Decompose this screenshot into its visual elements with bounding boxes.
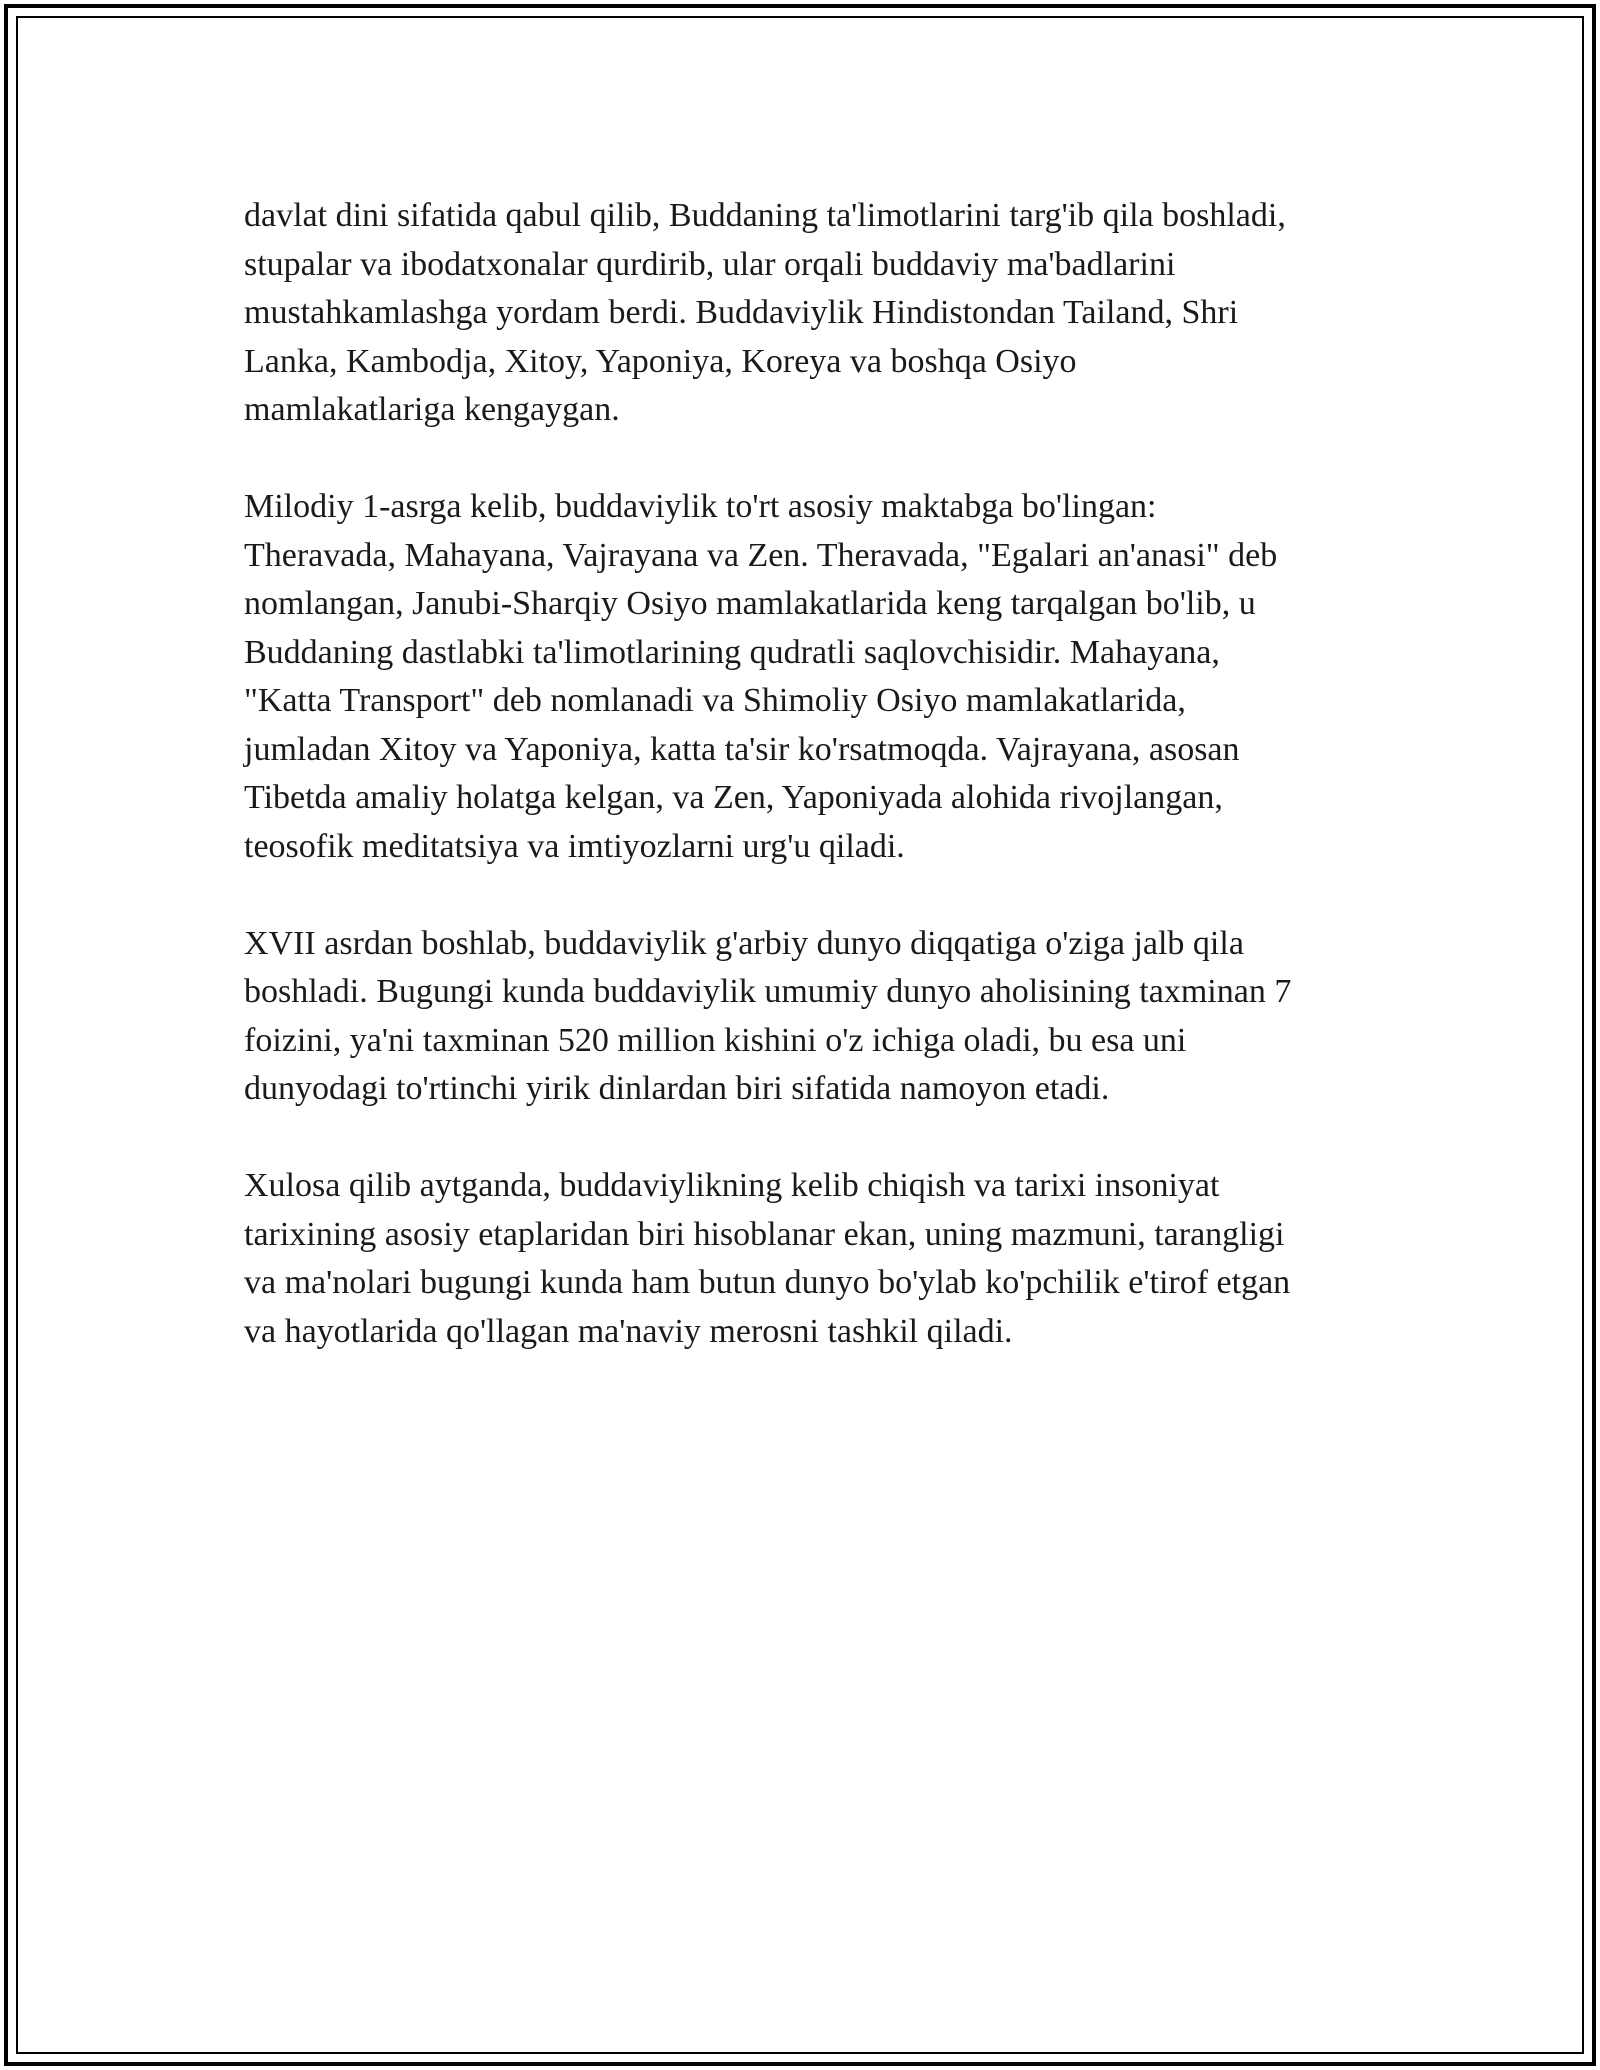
paragraph-1: davlat dini sifatida qabul qilib, Buddaning ta'limotlarini targ'ib qila boshladi, stupalar va ibodatxonalar qurdirib, ular orqali buddaviy ma'badlarini mustahkamlashga yordam berdi. Buddaviylik Hindistondan Tailand, Shri Lanka, Kambodja, Xitoy, Yaponiya, Koreya va boshqa Osiyo mamlakatlariga kengaygan. — [244, 197, 1286, 428]
paragraph-2: Milodiy 1-asrga kelib, buddaviylik to'rt asosiy maktabga bo'lingan: Theravada, Mahayana, Vajrayana va Zen. Theravada, "Egalari an'anasi" deb nomlangan, Janubi-Sharqiy Osiyo mamlakatlarida keng tarqalgan bo'lib, u Buddaning dastlabki ta'limotlarining qudratli saqlovchisidir. Mahayana, "Katta Transport" deb nomlanadi va Shimoliy Osiyo mamlakatlarida, jumladan Xitoy va Yaponiya, katta ta'sir ko'rsatmoqda. Vajrayana, asosan Tibetda amaliy holatga kelgan, va Zen, Yaponiyada alohida rivojlangan, teosofik meditatsiya va imtiyozlarni urg'u qiladi. — [244, 488, 1278, 865]
paragraph-3: XVII asrdan boshlab, buddaviylik g'arbiy dunyo diqqatiga o'ziga jalb qila boshladi. Bugungi kunda buddaviylik umumiy dunyo aholisining taxminan 7 foizini, ya'ni taxminan 520 million kishini o'z ichiga oladi, bu esa uni dunyodagi to'rtinchi yirik dinlardan biri sifatida namoyon etadi. — [244, 924, 1292, 1107]
page-frame — [4, 4, 1596, 2066]
paragraph-4: Xulosa qilib aytganda, buddaviylikning kelib chiqish va tarixi insoniyat tarixining asosiy etaplaridan biri hisoblanar ekan, uning mazmuni, tarangligi va ma'nolari bugungi kunda ham butun dunyo bo'ylab ko'pchilik e'tirof etgan va hayotlarida qo'llagan ma'naviy merosni tashkil qiladi. — [244, 1167, 1291, 1350]
document-body — [244, 192, 1394, 1405]
